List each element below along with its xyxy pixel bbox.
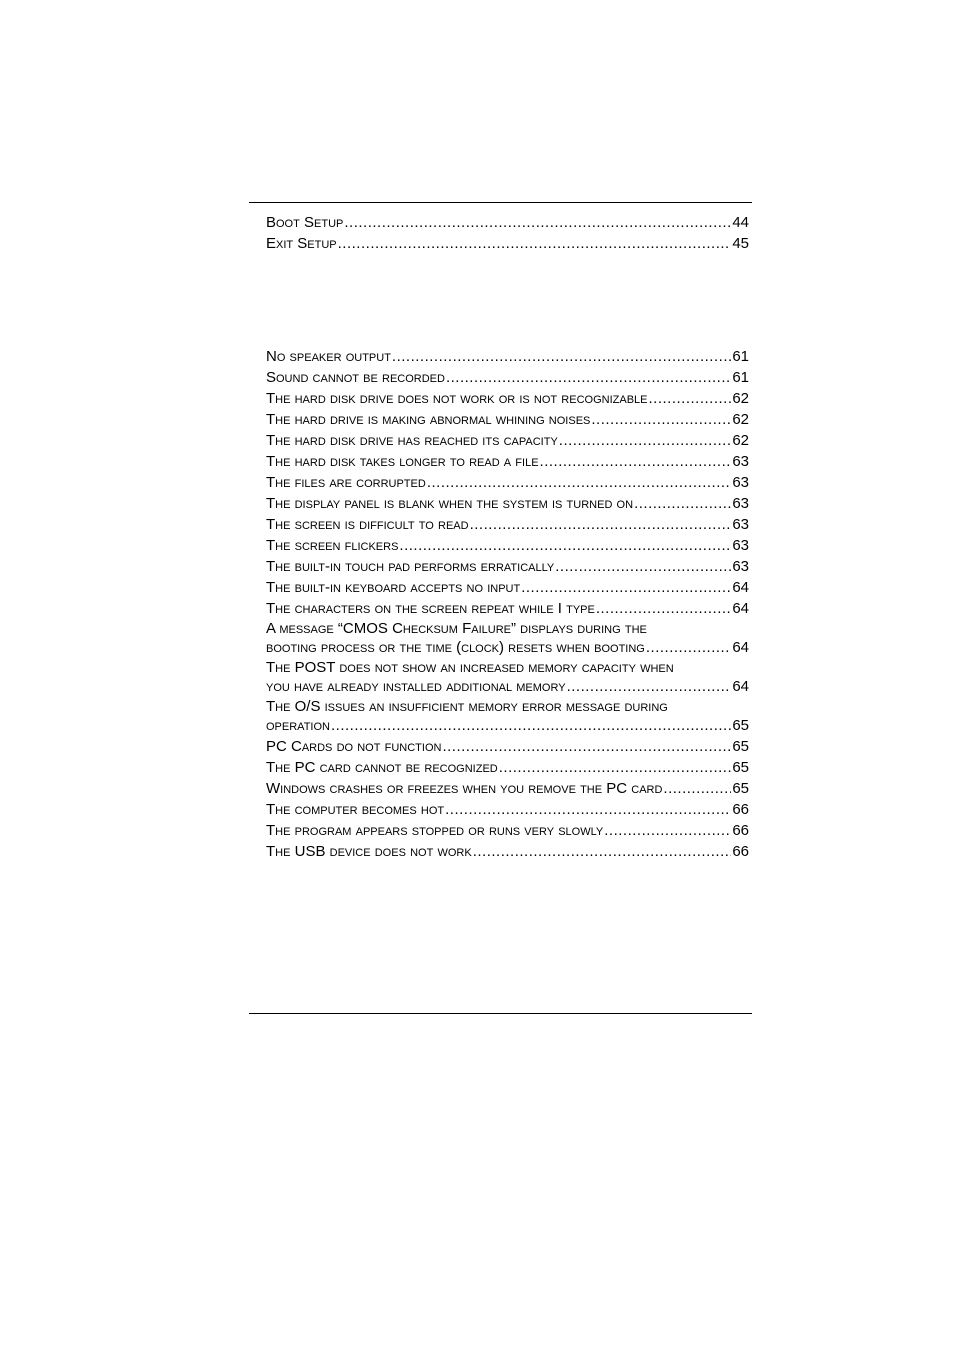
- toc-entry-title: The hard disk takes longer to read a file: [266, 453, 539, 470]
- toc-entry-title: The USB device does not work: [266, 843, 472, 860]
- dot-leader: [559, 430, 732, 451]
- dot-leader: [663, 778, 731, 799]
- toc-entry-title: Exit Setup: [266, 235, 337, 252]
- toc-entry-page: 45: [732, 235, 749, 252]
- dot-leader: [521, 577, 731, 598]
- toc-entry-page: 61: [732, 369, 749, 386]
- toc-entry-title-line1: The O/S issues an insufficient memory error message during: [266, 698, 668, 715]
- toc-entry-title: The display panel is blank when the system is turned on: [266, 495, 634, 512]
- toc-entry-title: The computer becomes hot: [266, 801, 445, 818]
- toc-entry-page: 63: [732, 537, 749, 554]
- dot-leader: [344, 212, 731, 233]
- toc-entry-title: The built-in keyboard accepts no input: [266, 579, 521, 596]
- dot-leader: [596, 598, 731, 619]
- bottom-rule: [249, 1013, 752, 1014]
- toc-entry-page: 65: [732, 738, 749, 755]
- toc-entry-page: 63: [732, 495, 749, 512]
- toc-entry[interactable]: [266, 367, 749, 388]
- toc-entry[interactable]: [266, 233, 749, 254]
- dot-leader: [446, 367, 731, 388]
- toc-entry-page: 64: [732, 600, 749, 617]
- toc-entry-title: PC Cards do not function: [266, 738, 442, 755]
- dot-leader: [338, 233, 732, 254]
- toc-entry-title-line2: booting process or the time (clock) resets when booting: [266, 639, 645, 656]
- toc-entry[interactable]: [266, 778, 749, 799]
- toc-entry[interactable]: [266, 658, 749, 697]
- toc-entry[interactable]: [266, 430, 749, 451]
- toc-entry[interactable]: [266, 409, 749, 430]
- toc-entry-title: The hard disk drive does not work or is not recognizable: [266, 390, 648, 407]
- toc-entry-page: 66: [732, 822, 749, 839]
- toc-entry-title: Windows crashes or freezes when you remove the PC card: [266, 780, 663, 797]
- toc-entry-page: 65: [732, 759, 749, 776]
- dot-leader: [392, 346, 731, 367]
- dot-leader: [634, 493, 731, 514]
- toc-entry-page: 64: [732, 579, 749, 596]
- toc-entry[interactable]: [266, 757, 749, 778]
- top-rule: [249, 202, 752, 203]
- dot-leader: [646, 638, 731, 658]
- toc-entry[interactable]: [266, 841, 749, 862]
- dot-leader: [470, 514, 732, 535]
- toc-entry-title: The screen flickers: [266, 537, 399, 554]
- toc-entry-title: The characters on the screen repeat while I type: [266, 600, 595, 617]
- toc-entry[interactable]: [266, 346, 749, 367]
- dot-leader: [442, 736, 731, 757]
- toc-entry-title: Boot Setup: [266, 214, 344, 231]
- toc-entry-page: 63: [732, 453, 749, 470]
- toc-entry-title-line1: The POST does not show an increased memory capacity when: [266, 659, 674, 676]
- toc-entry-title: The PC card cannot be recognized: [266, 759, 498, 776]
- dot-leader: [591, 409, 731, 430]
- toc-entry-page: 65: [732, 780, 749, 797]
- toc-entry[interactable]: [266, 472, 749, 493]
- toc-entry[interactable]: [266, 577, 749, 598]
- toc-entry[interactable]: [266, 493, 749, 514]
- dot-leader: [331, 716, 731, 736]
- toc-entry-page: 66: [732, 801, 749, 818]
- dot-leader: [427, 472, 732, 493]
- dot-leader: [604, 820, 731, 841]
- toc-entry-page: 65: [732, 717, 749, 734]
- toc-entry[interactable]: [266, 820, 749, 841]
- toc-entry-page: 44: [732, 214, 749, 231]
- toc-entry[interactable]: [266, 799, 749, 820]
- toc-entry-title-line2: you have already installed additional memory: [266, 678, 566, 695]
- toc-entry-page: 66: [732, 843, 749, 860]
- toc-entry-title: The screen is difficult to read: [266, 516, 469, 533]
- toc-entry[interactable]: [266, 556, 749, 577]
- dot-leader: [473, 841, 732, 862]
- toc-entry-title-line1: A message “CMOS Checksum Failure” displays during the: [266, 620, 647, 637]
- toc-entry-page: 62: [732, 390, 749, 407]
- toc-entry-title: The program appears stopped or runs very slowly: [266, 822, 604, 839]
- toc-entry[interactable]: [266, 451, 749, 472]
- toc-entry-page: 64: [732, 639, 749, 656]
- toc-entry[interactable]: [266, 736, 749, 757]
- toc-entry-title: The hard drive is making abnormal whining noises: [266, 411, 591, 428]
- toc-section-setup: [266, 212, 749, 254]
- dot-leader: [540, 451, 732, 472]
- toc-entry[interactable]: [266, 598, 749, 619]
- toc-entry-page: 63: [732, 516, 749, 533]
- dot-leader: [649, 388, 732, 409]
- dot-leader: [499, 757, 732, 778]
- toc-entry-page: 64: [732, 678, 749, 695]
- toc-entry-title: Sound cannot be recorded: [266, 369, 445, 386]
- dot-leader: [445, 799, 731, 820]
- toc-section-troubleshooting: [266, 346, 749, 862]
- dot-leader: [555, 556, 731, 577]
- toc-entry-title: No speaker output: [266, 348, 391, 365]
- dot-leader: [399, 535, 731, 556]
- toc-entry-page: 63: [732, 474, 749, 491]
- toc-entry-title: The files are corrupted: [266, 474, 426, 491]
- toc-entry[interactable]: [266, 514, 749, 535]
- toc-entry[interactable]: [266, 697, 749, 736]
- toc-entry[interactable]: [266, 619, 749, 658]
- toc-entry-page: 63: [732, 558, 749, 575]
- toc-entry[interactable]: [266, 535, 749, 556]
- toc-entry-page: 62: [732, 432, 749, 449]
- toc-entry-title: The built-in touch pad performs erratically: [266, 558, 555, 575]
- toc-entry-page: 62: [732, 411, 749, 428]
- toc-entry[interactable]: [266, 388, 749, 409]
- toc-entry-title: The hard disk drive has reached its capacity: [266, 432, 558, 449]
- toc-entry[interactable]: [266, 212, 749, 233]
- dot-leader: [567, 677, 732, 697]
- toc-entry-page: 61: [732, 348, 749, 365]
- toc-entry-title-line2: operation: [266, 717, 330, 734]
